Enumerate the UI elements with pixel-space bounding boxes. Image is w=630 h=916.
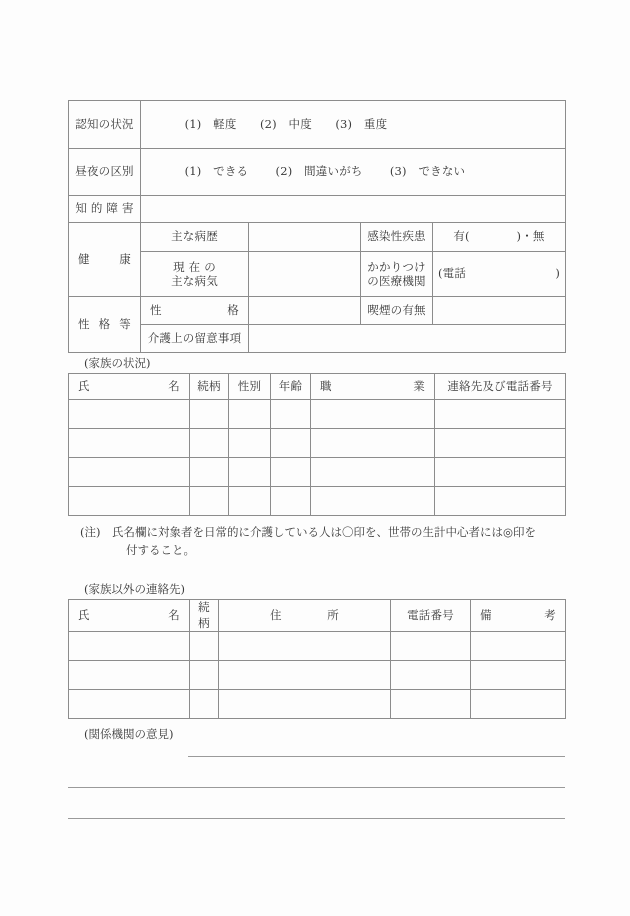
- infectious-disease-label: 感染性疾患: [361, 223, 433, 252]
- intellectual-disability-value[interactable]: [141, 196, 566, 223]
- family-doctor-value[interactable]: (電話 ): [433, 252, 566, 297]
- cell-relationship[interactable]: [190, 661, 219, 690]
- column-header-gender: 性別: [229, 374, 271, 400]
- table-row-day-night: [69, 148, 566, 196]
- cell-age[interactable]: [271, 458, 311, 487]
- care-notes-value[interactable]: [249, 325, 566, 353]
- cell-gender[interactable]: [229, 429, 271, 458]
- column-header-name: 氏 名: [69, 600, 190, 632]
- table-row-character: [69, 297, 566, 325]
- table-row-intellectual-disability: [69, 196, 566, 223]
- smoking-value[interactable]: [433, 297, 566, 325]
- character-label: 性 格: [141, 297, 249, 325]
- opinion-section-caption: (関係機関の意見): [84, 727, 174, 741]
- family-section-caption: (家族の状況): [84, 356, 151, 370]
- cell-age[interactable]: [271, 487, 311, 516]
- opinion-rule-line-1[interactable]: [188, 756, 565, 757]
- cell-age[interactable]: [271, 429, 311, 458]
- personality-label: 性 格 等: [69, 297, 141, 353]
- condition-health-table: [68, 100, 566, 353]
- cell-remarks[interactable]: [471, 661, 566, 690]
- smoking-label: 喫煙の有無: [361, 297, 433, 325]
- main-history-value[interactable]: [249, 223, 361, 252]
- day-night-label: 昼夜の区別: [69, 148, 141, 196]
- cell-relationship[interactable]: [190, 400, 229, 429]
- table-header-row: [69, 600, 566, 632]
- family-table: [68, 373, 566, 516]
- cell-name[interactable]: [69, 632, 190, 661]
- cell-age[interactable]: [271, 400, 311, 429]
- note-marker: (注): [80, 525, 101, 539]
- table-row: [69, 487, 566, 516]
- cell-name[interactable]: [69, 487, 190, 516]
- opinion-rule-line-3[interactable]: [68, 818, 565, 819]
- cell-phone[interactable]: [391, 661, 471, 690]
- cell-gender[interactable]: [229, 458, 271, 487]
- cell-name[interactable]: [69, 400, 190, 429]
- column-header-occupation: 職 業: [311, 374, 435, 400]
- column-header-age: 年齢: [271, 374, 311, 400]
- cell-address[interactable]: [219, 632, 391, 661]
- contacts-section-caption: (家族以外の連絡先): [84, 582, 185, 596]
- cognition-options[interactable]: (1) 軽度 (2) 中度 (3) 重度: [141, 101, 566, 149]
- column-header-relationship: 続柄: [190, 374, 229, 400]
- column-header-name: 氏 名: [69, 374, 190, 400]
- note-text-line1: 氏名欄に対象者を日常的に介護している人は〇印を、世帯の生計中心者には◎印を: [111, 525, 537, 539]
- cell-gender[interactable]: [229, 487, 271, 516]
- table-row-cognition: [69, 101, 566, 149]
- cell-occupation[interactable]: [311, 487, 435, 516]
- current-illness-label: 現 在 の 主な病気: [141, 252, 249, 297]
- cognition-label: 認知の状況: [69, 101, 141, 149]
- cell-contact[interactable]: [435, 429, 566, 458]
- day-night-options[interactable]: (1) できる (2) 間違いがち (3) できない: [141, 148, 566, 196]
- table-row: [69, 458, 566, 487]
- table-row: [69, 400, 566, 429]
- cell-phone[interactable]: [391, 632, 471, 661]
- column-header-remarks: 備 考: [471, 600, 566, 632]
- character-value[interactable]: [249, 297, 361, 325]
- table-row: [69, 690, 566, 719]
- cell-contact[interactable]: [435, 458, 566, 487]
- cell-phone[interactable]: [391, 690, 471, 719]
- cell-remarks[interactable]: [471, 632, 566, 661]
- current-illness-value[interactable]: [249, 252, 361, 297]
- cell-name[interactable]: [69, 429, 190, 458]
- cell-occupation[interactable]: [311, 429, 435, 458]
- main-history-label: 主な病歴: [141, 223, 249, 252]
- column-header-contact: 連絡先及び電話番号: [435, 374, 566, 400]
- intellectual-disability-label: 知 的 障 害: [69, 196, 141, 223]
- cell-relationship[interactable]: [190, 632, 219, 661]
- cell-contact[interactable]: [435, 400, 566, 429]
- cell-remarks[interactable]: [471, 690, 566, 719]
- cell-address[interactable]: [219, 661, 391, 690]
- table-row-current-illness: [69, 252, 566, 297]
- table-row: [69, 429, 566, 458]
- family-doctor-label: かかりつけ の医療機関: [361, 252, 433, 297]
- cell-relationship[interactable]: [190, 690, 219, 719]
- family-table-note: [80, 524, 580, 560]
- cell-name[interactable]: [69, 661, 190, 690]
- table-row: [69, 632, 566, 661]
- cell-gender[interactable]: [229, 400, 271, 429]
- cell-relationship[interactable]: [190, 458, 229, 487]
- table-row-care-notes: [69, 325, 566, 353]
- column-header-phone: 電話番号: [391, 600, 471, 632]
- cell-relationship[interactable]: [190, 429, 229, 458]
- cell-name[interactable]: [69, 690, 190, 719]
- cell-occupation[interactable]: [311, 458, 435, 487]
- column-header-relationship: 続柄: [190, 600, 219, 632]
- opinion-rule-line-2[interactable]: [68, 787, 565, 788]
- cell-contact[interactable]: [435, 487, 566, 516]
- table-row: [69, 661, 566, 690]
- table-header-row: [69, 374, 566, 400]
- contacts-table: [68, 599, 566, 719]
- cell-occupation[interactable]: [311, 400, 435, 429]
- cell-name[interactable]: [69, 458, 190, 487]
- column-header-address: 住 所: [219, 600, 391, 632]
- table-row-main-history: [69, 223, 566, 252]
- care-notes-label: 介護上の留意事項: [141, 325, 249, 353]
- infectious-disease-value[interactable]: 有( )・無: [433, 223, 566, 252]
- health-label: 健 康: [69, 223, 141, 297]
- cell-address[interactable]: [219, 690, 391, 719]
- note-text-line2: 付すること。: [126, 542, 195, 557]
- cell-relationship[interactable]: [190, 487, 229, 516]
